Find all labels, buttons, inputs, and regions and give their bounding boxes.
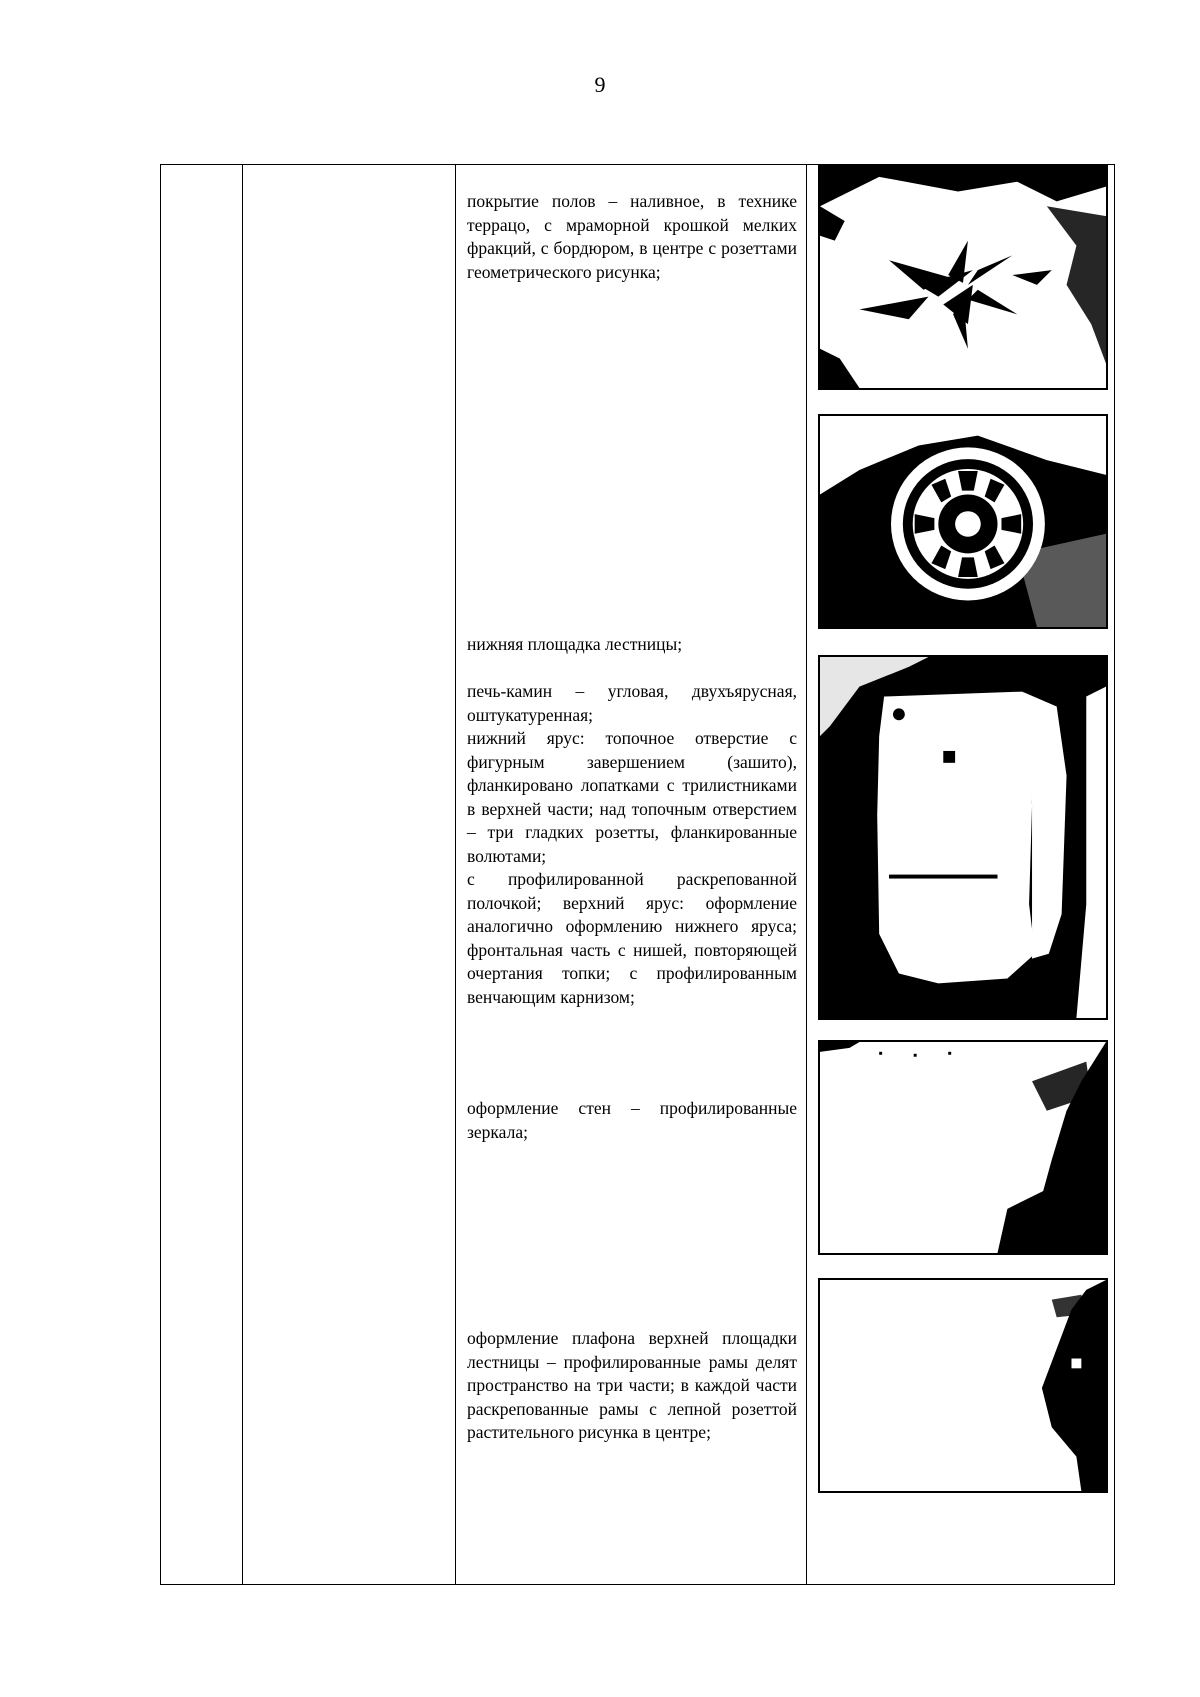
stove-fireplace-text: печь-камин – угловая, двухъярусная, оштукатуренная; нижний ярус: топочное отверстие с фигурным завершением (зашито), фланкировано лопатками с трилистниками в верхней части; над топочным отверстием – три гладких розетты, фланкированные волютами; с профилированной раскрепованной полочкой; верхний ярус: оформление аналогично оформлению нижнего яруса; фронтальная часть с нишей, повторяющей очертания топки; с профилированным венчающим карнизом; <box>467 681 797 1007</box>
photo-floor-circular-rosette <box>818 414 1108 629</box>
ceiling-plafond-image <box>820 1280 1106 1491</box>
column-divider-2 <box>455 164 456 1585</box>
floor-covering-text: покрытие полов – наливное, в технике террацо, с мраморной крошкой мелких фракций, с бордюром, в центре с розеттами геометрического рисунка; <box>467 191 797 282</box>
lower-landing-text: нижняя площадка лестницы; <box>467 634 683 654</box>
photo-stove-fireplace <box>818 655 1108 1020</box>
stove-fireplace-image <box>820 657 1106 1018</box>
ceiling-decoration-text: оформление плафона верхней площадки лестницы – профилированные рамы делят пространство на три части; в каждой части раскрепованные рамы с лепной розеттой растительного рисунка в центре; <box>467 1328 797 1442</box>
photo-wall-panels <box>818 1040 1108 1255</box>
photo-ceiling-plafond <box>818 1278 1108 1493</box>
column-divider-1 <box>242 164 243 1585</box>
photo-floor-star-rosette <box>818 165 1108 390</box>
column-divider-3 <box>806 164 807 1585</box>
star-rosette-image <box>820 167 1106 388</box>
circular-rosette-image <box>820 416 1106 627</box>
wall-panels-image <box>820 1042 1106 1253</box>
wall-decoration-text: оформление стен – профилированные зеркала; <box>467 1098 797 1142</box>
page-number: 9 <box>594 72 606 97</box>
